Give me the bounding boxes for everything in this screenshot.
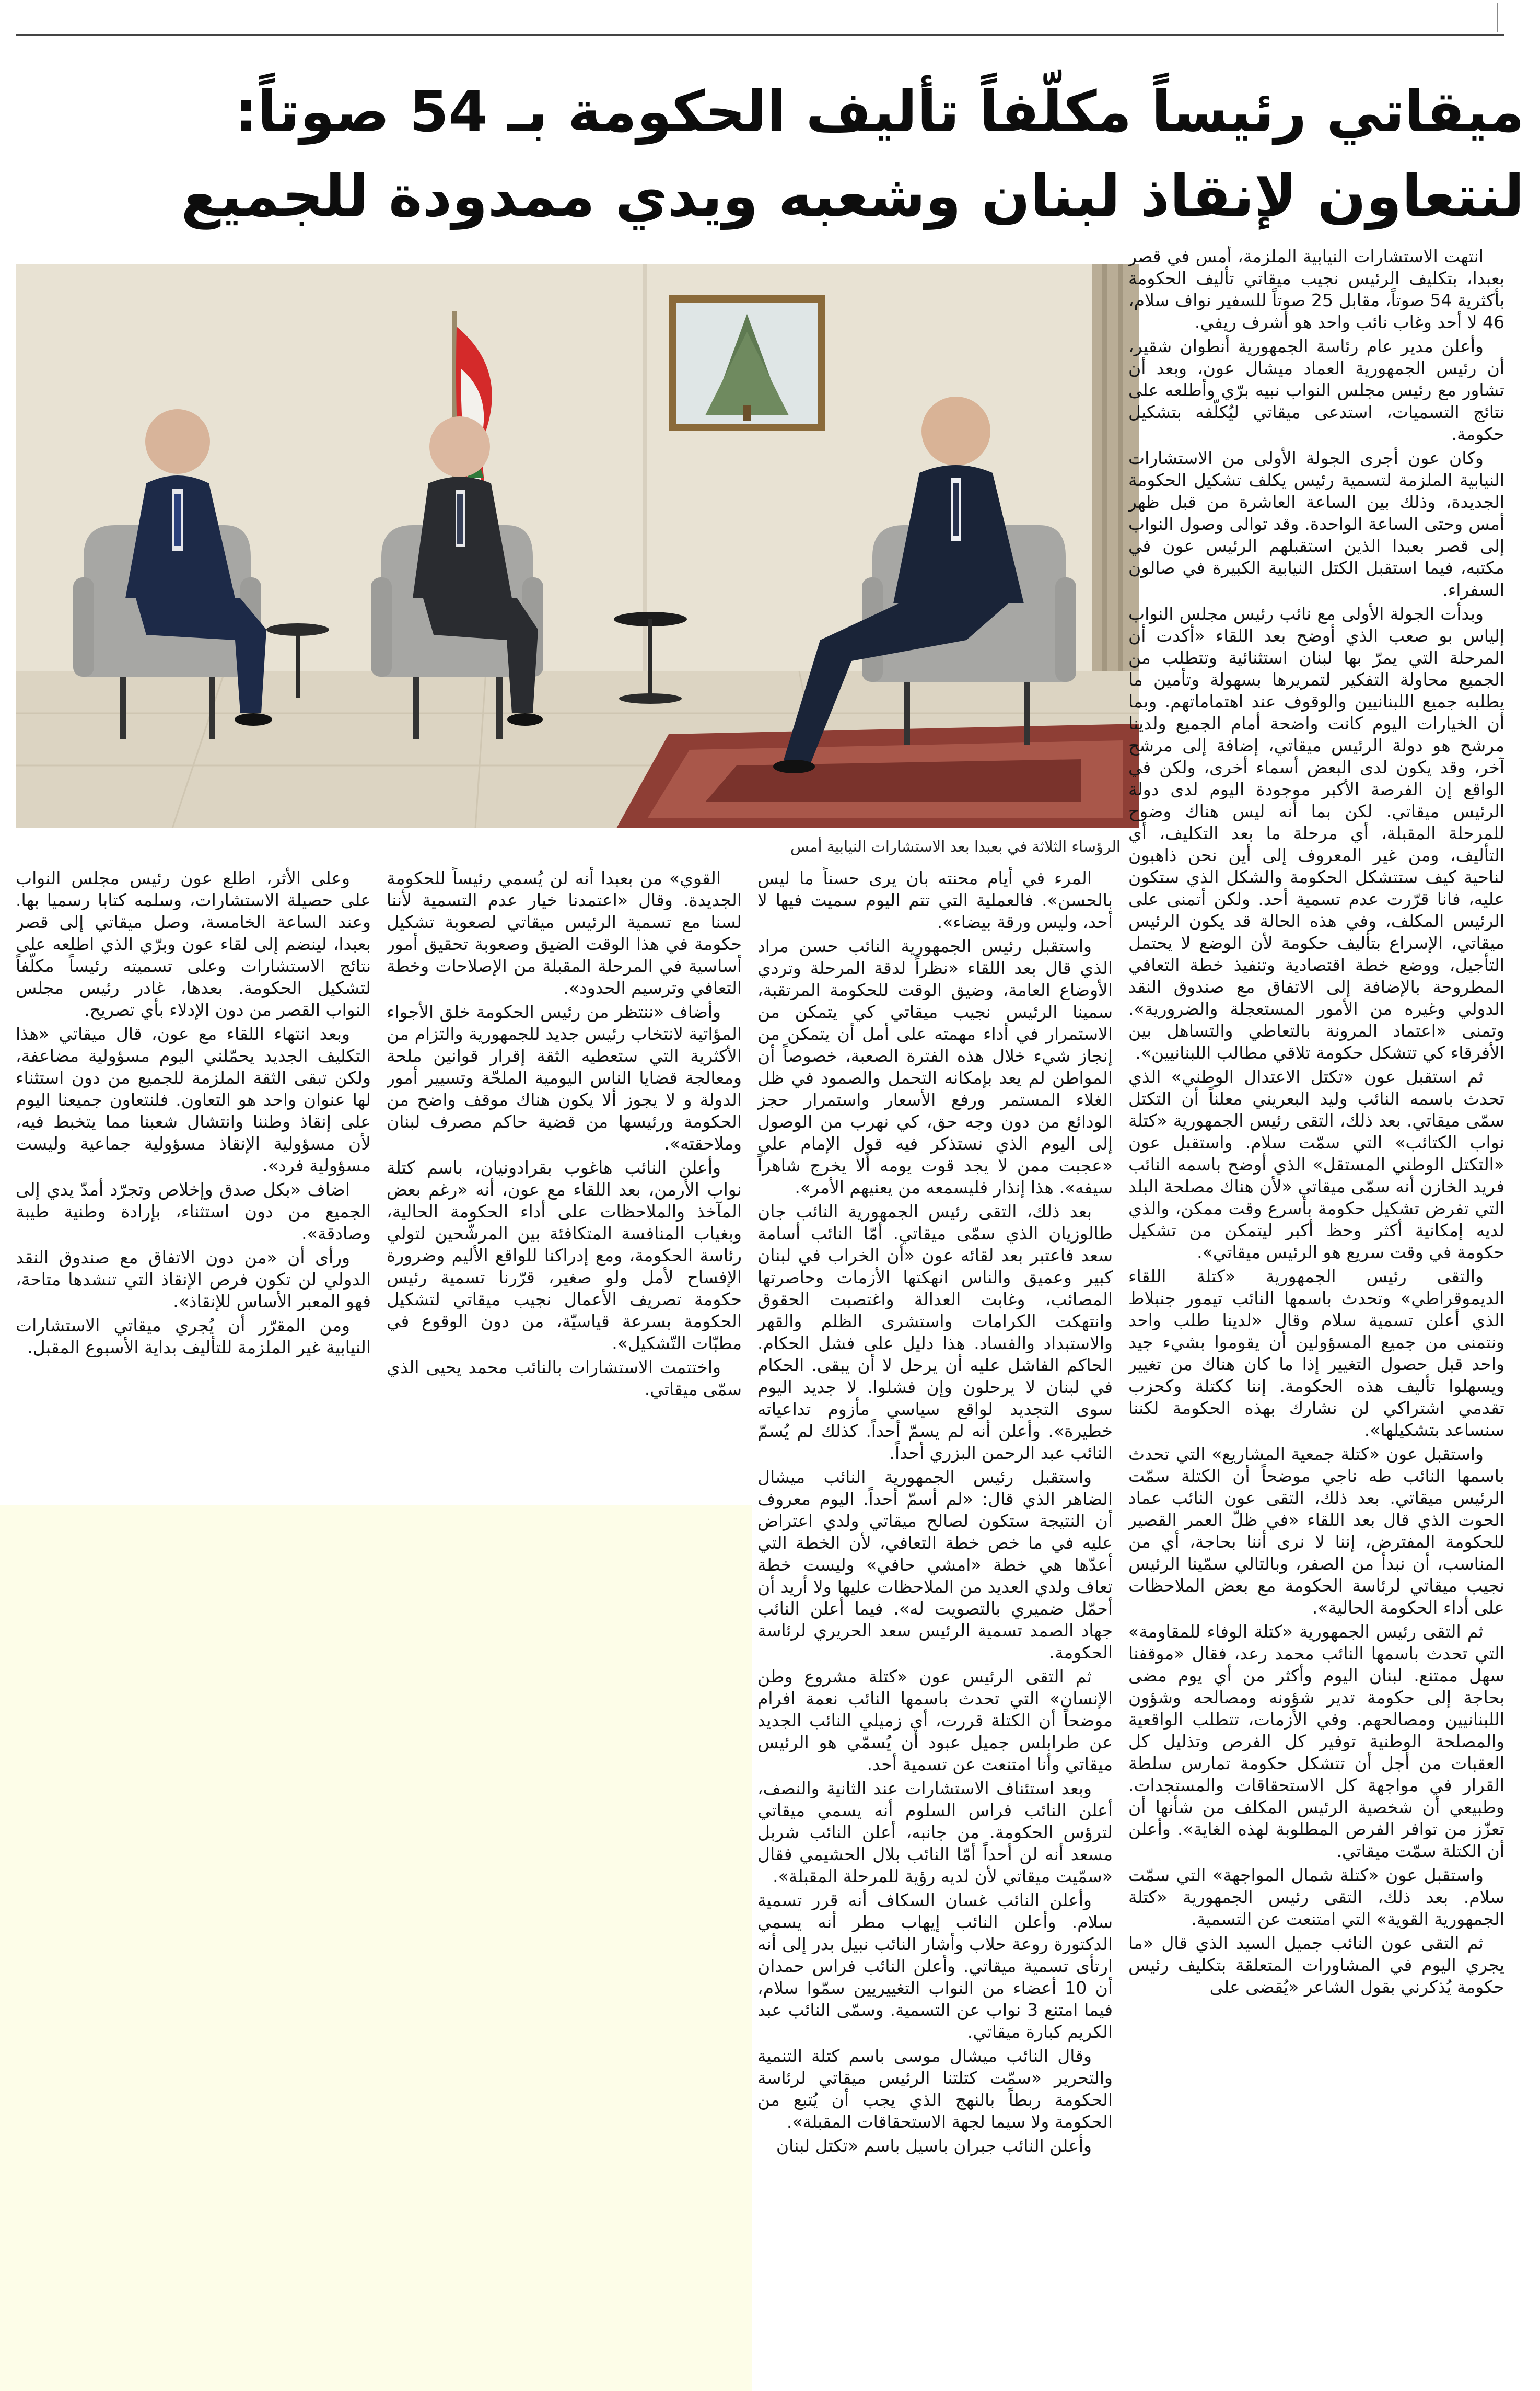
- headline-line-2: لنتعاون لإنقاذ لبنان وشعبه ويدي ممدودة للجميع: [181, 163, 1524, 229]
- photo-caption: الرؤساء الثلاثة في بعبدا بعد الاستشارات النيابية أمس: [790, 838, 1121, 855]
- paragraph: والتقى رئيس الجمهورية «كتلة اللقاء الديموقراطي» وتحدث باسمها النائب تيمور جنبلاط الذي أعلن تسمية سلام وقال «لدينا طلب واحد ونتمنى من جميع المسؤولين أن يقوموا بشيء جيد واحد قبل حصول التغيير إذا ما كان هناك من تغيير ويسهلوا تأليف هذه الحكومة. إننا ككتلة وكحزب تقدمي اشتراكي لن نشارك بهذه الحكومة لكننا سنساعد بتشكيلها».: [1128, 1266, 1504, 1440]
- paragraph: وأعلن النائب غسان السكاف أنه قرر تسمية سلام. وأعلن النائب إيهاب مطر أنه يسمي الدكتورة روعة حلاب وأشار النائب نبيل بدر إلى أنه ارتأى تسمية ميقاتي. وأعلن النائب فراس حمدان أن 10 أعضاء من النواب التغييريين سمّوا سلام، فيما امتنع 3 نواب عن التسمية. وسمّى النائب عبد الكريم كبارة ميقاتي.: [757, 1890, 1113, 2042]
- paragraph: وعلى الأثر، اطلع عون رئيس مجلس النواب على حصيلة الاستشارات، وسلمه كتابا رسميا بها. وعند الساعة الخامسة، وصل ميقاتي إلى قصر بعبدا، لينضم إلى لقاء عون وبرّي الذي اطلعه على نتائج الاستشارات وعلى تسميته رئيساً مكلّفاً لتشكيل الحكومة. بعدها، غادر رئيس مجلس النواب القصر من دون الإدلاء بأي تصريح.: [16, 868, 371, 1020]
- paragraph: القوي» من بعبدا أنه لن يُسمي رئيساً للحكومة الجديدة. وقال «اعتمدنا خيار عدم التسمية لأننا لسنا مع تسمية الرئيس ميقاتي لصعوبة تشكيل حكومة في هذا الوقت الضيق وصعوبة تحقيق أمور أساسية في المرحلة المقبلة من الإصلاحات وخطة التعافي وترسيم الحدود».: [387, 868, 742, 998]
- corner-mark: [1497, 3, 1524, 32]
- paragraph: ثم التقى الرئيس عون «كتلة مشروع وطن الإنسان» التي تحدث باسمها النائب نعمة افرام موضحاً أن الكتلة قررت، أي زميلي النائب الجديد عن طرابلس جميل عبود أن يُسمّي هو الرئيس ميقاتي وأنا امتنعت عن تسمية أحد.: [757, 1666, 1113, 1774]
- paragraph: بعد ذلك، التقى رئيس الجمهورية النائب جان طالوزيان الذي سمّى ميقاتي. أمّا النائب أسامة سعد فاعتبر بعد لقائه عون «أن الخراب في لبنان كبير وعميق والناس انهكتها الأزمات وحاصرتها المصائب، وغابت العدالة واغتصبت الحقوق وانتهكت الكرامات واستشرى الظلم والقهر والاستبداد والفساد. هذا دليل على فشل الحكام. الحاكم الفاشل عليه أن يرحل لا أن يبقى. الحكام في لبنان لا يرحلون وإن فشلوا. لا جديد اليوم سوى التجديد لواقع سياسي مأزوم تداعياته خطيرة». وأعلن أنه لم يسمّ أحداً. كذلك لم يُسمّ النائب عبد الرحمن البزري أحداً.: [757, 1201, 1113, 1463]
- paragraph: واستقبل عون «كتلة جمعية المشاريع» التي تحدث باسمها النائب طه ناجي موضحاً أن الكتلة سمّت الرئيس ميقاتي. بعد ذلك، التقى عون النائب عماد الحوت الذي قال بعد اللقاء «في ظلّ العمر القصير للحكومة المفترض، إننا لا نرى أننا بحاجة، أي من المناسب، أن نبدأ من الصفر، وبالتالي سمّينا الرئيس نجيب ميقاتي لرئاسة الحكومة مع بعض الملاحظات على أداء الحكومة الحالية».: [1128, 1444, 1504, 1618]
- news-photo: [16, 264, 1139, 828]
- paragraph: وبعد استئناف الاستشارات عند الثانية والنصف، أعلن النائب فراس السلوم أنه يسمي ميقاتي لترؤس الحكومة. من جانبه، أعلن النائب شربل مسعد أنه لن أحداً أمّا النائب بلال الحشيمي فقال «سمّيت ميقاتي لأن لديه رؤية للمرحلة المقبلة».: [757, 1778, 1113, 1886]
- top-rule: [16, 34, 1504, 36]
- article-column-1: [1128, 246, 1504, 2377]
- paragraph: ثم استقبل عون «تكتل الاعتدال الوطني» الذي تحدث باسمه النائب وليد البعريني معلناً أن التكتل سمّى ميقاتي. بعد ذلك، التقى رئيس الجمهورية «كتلة نواب الكتائب» التي سمّت سلام. واستقبل عون «التكتل الوطني المستقل» الذي أوضح باسمه النائب فريد الخازن أنه سمّى ميقاتي «لأن هناك مصلحة البلد التي تفرض تشكيل حكومة بأسرع وقت ممكن، والذي لديه إمكانية أكثر وحظ أكبر ليتمكن من تشكيل حكومة في وقت سريع هو الرئيس ميقاتي».: [1128, 1066, 1504, 1262]
- paragraph: واستقبل رئيس الجمهورية النائب حسن مراد الذي قال بعد اللقاء «نظراً لدقة المرحلة وتردي الأوضاع العامة، وضيق الوقت للحكومة المرتقبة، سمينا الرئيس نجيب ميقاتي كي يتمكن من الاستمرار في أداء مهمته على أمل أن يتمكن من إنجاز شيء خلال هذه الفترة الصعبة، خصوصاً أن المواطن لم يعد بإمكانه التحمل والصمود في ظل الغلاء المستمر ورفع الأسعار واستمرار حجز الودائع من دون وجه حق، كي نهرب من الوصول إلى اليوم الذي نستذكر فيه قول الإمام علي «عجبت ممن لا يجد قوت يومه ألا يخرج شاهراً سيفه». هذا إنذار فليسمعه من يعنيهم الأمر».: [757, 936, 1113, 1198]
- paragraph: وأعلن مدير عام رئاسة الجمهورية أنطوان شقير، أن رئيس الجمهورية العماد ميشال عون، وبعد أن تشاور مع رئيس مجلس النواب نبيه برّي وأطلعه على نتائج التسميات، استدعى ميقاتي ليُكلّفه بتشكيل حكومة.: [1128, 336, 1504, 444]
- paragraph: ورأى أن «من دون الاتفاق مع صندوق النقد الدولي لن تكون فرص الإنقاذ التي تنشدها متاحة، فهو المعبر الأساس للإنقاذ».: [16, 1247, 371, 1311]
- paragraph: وأضاف «ننتظر من رئيس الحكومة خلق الأجواء المؤاتية لانتخاب رئيس جديد للجمهورية والتزام من الأكثرية التي ستعطيه الثقة إقرار قوانين ملحة ومعالجة قضايا الناس اليومية الملحّة وتسيير أمور الدولة و لا يجوز ألا يكون هناك موقف واضح من الحكومة ورئيسها من قضية حاكم مصرف لبنان وملاحقته».: [387, 1002, 742, 1154]
- paragraph: اضاف «بكل صدق وإخلاص وتجرّد أمدّ يدي إلى الجميع من دون استثناء، بإرادة وطنية طيبة وصادقة».: [16, 1179, 371, 1244]
- paragraph: وبعد انتهاء اللقاء مع عون، قال ميقاتي «هذا التكليف الجديد يحمّلني اليوم مسؤولية مضاعفة، ولكن تبقى الثقة الملزمة للجميع من دون استثناء لها عنوان واحد هو التعاون. فلنتعاون جميعنا اليوم على إنقاذ وطننا وانتشال شعبنا مما يتخبط فيه، لأن مسؤولية الإنقاذ مسؤولية جماعية وليست مسؤولية فرد».: [16, 1024, 371, 1176]
- article-column-4: [16, 867, 371, 1505]
- paragraph: واستقبل رئيس الجمهورية النائب ميشال الضاهر الذي قال: «لم أسمّ أحداً. اليوم معروف أن النتيجة ستكون لصالح ميقاتي ولدي اعتراض عليه في ما خص خطة التعافي، لأن الخطة التي أعدّها هي خطة «امشي حافي» وليست خطة تعاف ولدي العديد من الملاحظات عليها ولا أريد أن أحمّل ضميري بالتصويت له». فيما أعلن النائب جهاد الصمد تسمية الرئيس سعد الحريري لرئاسة الحكومة.: [757, 1467, 1113, 1663]
- paragraph: واختتمت الاستشارات بالنائب محمد يحيى الذي سمّى ميقاتي.: [387, 1357, 742, 1399]
- paragraph: المرء في أيام محنته بان يرى حسناً ما ليس بالحسن». فالعملية التي تتم اليوم سميت فيها لا أحد، وليس ورقة بيضاء».: [757, 868, 1113, 932]
- paragraph: انتهت الاستشارات النيابية الملزمة، أمس في قصر بعبدا، بتكليف الرئيس نجيب ميقاتي تأليف الحكومة بأكثرية 54 صوتاً، مقابل 25 صوتاً للسفير نواف سلام، 46 لا أحد وغاب نائب واحد هو أشرف ريفي.: [1128, 246, 1504, 332]
- photo-illustration: [16, 264, 1139, 828]
- article-column-3: [387, 867, 742, 1505]
- article-column-2: [757, 867, 1113, 2377]
- blank-page-area: [0, 1505, 752, 2391]
- headline-line-1: ميقاتي رئيساً مكلّفاً تأليف الحكومة بـ 54 صوتاً:: [235, 79, 1524, 145]
- paragraph: وأعلن النائب جبران باسيل باسم «تكتل لبنان: [776, 2135, 1092, 2156]
- paragraph: ثم التقى رئيس الجمهورية «كتلة الوفاء للمقاومة» التي تحدث باسمها النائب محمد رعد، فقال «موقفنا سهل ممتنع. لبنان اليوم وأكثر من أي يوم مضى بحاجة إلى حكومة تدير شؤونه ومصالحه وشؤون اللبنانيين ومصالحهم. وفي الأزمات، تتطلب الواقعية والمصلحة الوطنية توفير كل الفرص وتذليل كل العقبات من أجل أن تتشكل حكومة تمارس سلطة القرار في مواجهة كل الاستحقاقات والمستجدات. وطبيعي أن شخصية الرئيس المكلف من شأنها أن تعزّز من توافر الفرص المطلوبة لهذه الغاية». وأعلن أن الكتلة سمّت ميقاتي.: [1128, 1621, 1504, 1861]
- paragraph: وبدأت الجولة الأولى مع نائب رئيس مجلس النواب إلياس بو صعب الذي أوضح بعد اللقاء «أكدت أن المرحلة التي يمرّ بها لبنان استثنائية وتتطلب من الجميع محاولة التفكير لتمريرها بسهولة وتأمين ما يطلبه جميع اللبنانيين والوقوف عند اهتماماتهم. وبما أن الخيارات اليوم كانت واضحة أمام الجميع ولدينا مرشح هو دولة الرئيس ميقاتي، إضافة إلى مرشح آخر، وقد يكون لدى البعض أسماء أخرى، ولكن في الواقع إن الفرصة الأكبر موجودة اليوم لدى دولة الرئيس ميقاتي. لكن بما أنه ليس هناك وضوح للمرحلة المقبلة، أي مرحلة ما بعد التكليف، أي التأليف، ومن غير المعروف إلى أين نحن ذاهبون لناحية كيف ستتشكل الحكومة والشكل الذي ستكون عليه، فانا قرّرت عدم تسمية أحد. ولكن أتمنى على الرئيس المكلف، وفي هذه الحالة قد يكون الرئيس ميقاتي، الإسراع بتأليف حكومة لأن الوضع لا يحتمل التأجيل، ووضع خطة اقتصادية وتنفيذ خطة التعافي المطروحة بالإضافة إلى الاتفاق مع صندوق النقد الدولي وغيره من الأمور المستعجلة والضرورية». وتمنى «اعتماد المرونة بالتعاطي والتساهل بين الأفرقاء كي تتشكل حكومة تلاقي مطالب اللبنانيين».: [1128, 603, 1504, 1063]
- paragraph: ومن المقرّر أن يُجري ميقاتي الاستشارات النيابية غير الملزمة للتأليف بداية الأسبوع المقبل.: [16, 1315, 371, 1357]
- paragraph: وقال النائب ميشال موسى باسم كتلة التنمية والتحرير «سمّت كتلتنا الرئيس ميقاتي لرئاسة الحكومة ربطاً بالنهج الذي يجب أن يُتبع من الحكومة ولا سيما لجهة الاستحقاقات المقبلة».: [757, 2046, 1113, 2132]
- paragraph: ثم التقى عون النائب جميل السيد الذي قال «ما يجري اليوم في المشاورات المتعلقة بتكليف رئيس حكومة يُذكرني بقول الشاعر «يُقضى على: [1128, 1933, 1504, 1997]
- paragraph: وكان عون أجرى الجولة الأولى من الاستشارات النيابية الملزمة لتسمية رئيس يكلف تشكيل الحكومة الجديدة، وذلك بين الساعة العاشرة من قبل ظهر أمس وحتى الساعة الواحدة. وقد توالى وصول النواب إلى قصر بعبدا الذين استقبلهم الرئيس عون في مكتبه، فيما استقبل الكتل النيابية الكبيرة في صالون السفراء.: [1128, 448, 1504, 600]
- paragraph: وأعلن النائب هاغوب بقرادونيان، باسم كتلة نواب الأرمن، بعد اللقاء مع عون، أنه «رغم بعض المآخذ والملاحظات على أداء الحكومة الحالية، وبغياب المنافسة المتكافئة بين المرشّحين لتولي رئاسة الحكومة، ومع إدراكنا للواقع الأليم وضرورة الإفساح لأمل ولو صغير، قرّرنا تسمية رئيس حكومة تصريف الأعمال نجيب ميقاتي لتشكيل الحكومة بسرعة قياسيّة، من دون الوقوع في مطبّات التّشكيل».: [387, 1157, 742, 1353]
- paragraph: واستقبل عون «كتلة شمال المواجهة» التي سمّت سلام. بعد ذلك، التقى رئيس الجمهورية «كتلة الجمهورية القوية» التي امتنعت عن التسمية.: [1128, 1865, 1504, 1929]
